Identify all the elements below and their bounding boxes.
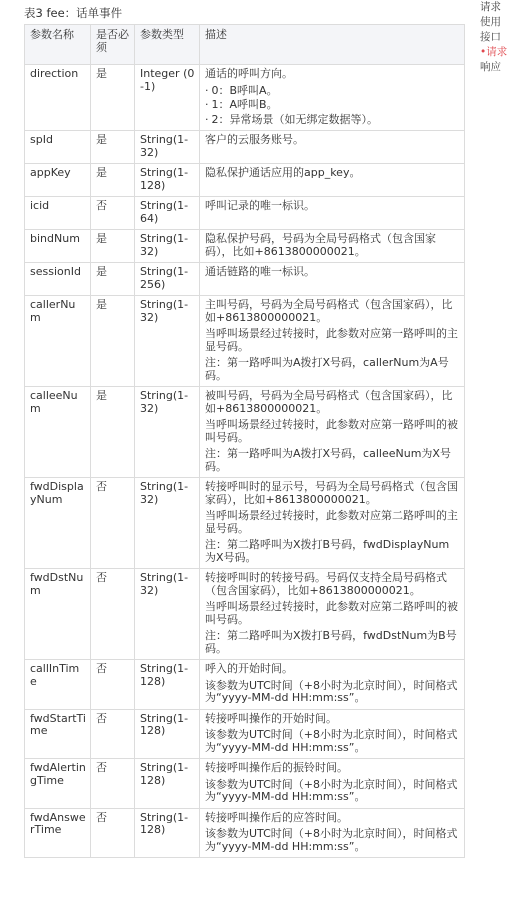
param-name-cell: fwdDstNum — [25, 569, 91, 660]
table-row — [25, 230, 465, 263]
param-type-cell: String(1-32) — [135, 569, 200, 660]
description-text: 客户的云服务账号。 — [205, 133, 304, 146]
param-name-cell: appKey — [25, 164, 91, 197]
table-row — [25, 709, 465, 759]
description-text: 当呼叫场景经过转接时，此参数对应第一路呼叫的被叫号码。 — [205, 418, 458, 444]
description-text: 转接呼叫操作的开始时间。 — [205, 711, 337, 725]
side-note-line — [480, 45, 520, 60]
required-cell: 否 — [91, 569, 135, 660]
table-caption: 表3 fee：话单事件 — [24, 6, 123, 20]
param-name-cell: callerNum — [25, 296, 91, 387]
description-text: 当呼叫场景经过转接时，此参数对应第二路呼叫的被叫号码。 — [205, 600, 458, 626]
description-cell — [200, 296, 465, 387]
description-text: 主叫号码，号码为全局号码格式（包含国家码），比如+8613800000021。 — [205, 298, 453, 324]
description-text: 通话链路的唯一标识。 — [205, 265, 315, 278]
table-header-row — [25, 25, 465, 65]
column-header-description: 描述 — [200, 25, 465, 65]
description-cell — [200, 387, 465, 478]
required-cell: 否 — [91, 759, 135, 809]
side-note-line: 请求 — [480, 1, 501, 13]
required-cell: 是 — [91, 65, 135, 131]
description-cell — [200, 263, 465, 296]
param-name-cell: direction — [25, 65, 91, 131]
description-text: 当呼叫场景经过转接时，此参数对应第一路呼叫的主显号码。 — [205, 327, 458, 353]
param-type-cell: String(1-32) — [135, 296, 200, 387]
description-text: 注：第一路呼叫为A拨打X号码，calleeNum为X号码。 — [205, 447, 451, 473]
description-text: 转接呼叫操作后的振铃时间。 — [205, 761, 348, 774]
description-cell — [200, 197, 465, 230]
side-note-text: 请求 — [486, 46, 508, 58]
param-type-cell: String(1-32) — [135, 478, 200, 569]
column-header-required: 是否必须 — [91, 25, 135, 65]
required-cell: 是 — [91, 131, 135, 164]
param-name-cell: icid — [25, 197, 91, 230]
description-text: 注：第二路呼叫为X拨打B号码，fwdDstNum为B号码。 — [205, 629, 457, 655]
table-body — [25, 65, 465, 858]
description-list-item: · 2：异常场景（如无绑定数据等）。 — [205, 114, 460, 127]
table-row — [25, 296, 465, 387]
description-list-item: · 0：B呼叫A。 — [205, 85, 460, 98]
param-type-cell: String(1-64) — [135, 197, 200, 230]
description-cell — [200, 808, 465, 858]
required-cell: 否 — [91, 197, 135, 230]
description-text: 转接呼叫操作后的应答时间。 — [205, 810, 348, 824]
description-cell — [200, 65, 465, 131]
column-header-param-name: 参数名称 — [25, 25, 91, 65]
description-text: 该参数为UTC时间（+8小时为北京时间），时间格式为“yyyy-MM-dd HH:mm:ss”。 — [205, 777, 458, 803]
description-cell — [200, 709, 465, 759]
table-row — [25, 263, 465, 296]
side-note — [480, 0, 520, 75]
param-name-cell: fwdStartTime — [25, 709, 91, 759]
required-cell: 是 — [91, 263, 135, 296]
description-text: 被叫号码，号码为全局号码格式（包含国家码），比如+8613800000021。 — [205, 389, 453, 415]
description-cell — [200, 759, 465, 809]
table-row — [25, 478, 465, 569]
bullet-icon: • — [480, 46, 487, 58]
side-note-line: 响应 — [480, 61, 501, 73]
description-text: 注：第二路呼叫为X拨打B号码，fwdDisplayNum为X号码。 — [205, 538, 450, 564]
param-name-cell: bindNum — [25, 230, 91, 263]
table-row — [25, 65, 465, 131]
description-text: 隐私保护通话应用的app_key。 — [205, 166, 361, 179]
required-cell: 是 — [91, 387, 135, 478]
param-type-cell: String(1-32) — [135, 230, 200, 263]
fee-event-table — [24, 24, 465, 858]
param-type-cell: String(1-128) — [135, 660, 200, 710]
param-type-cell: String(1-128) — [135, 759, 200, 809]
param-name-cell: spId — [25, 131, 91, 164]
param-name-cell: sessionId — [25, 263, 91, 296]
required-cell: 是 — [91, 164, 135, 197]
description-cell — [200, 230, 465, 263]
table-row — [25, 387, 465, 478]
side-note-line: 使用 — [480, 16, 501, 28]
description-cell — [200, 660, 465, 710]
param-type-cell: String(1-128) — [135, 164, 200, 197]
param-type-cell: String(1-128) — [135, 808, 200, 858]
description-cell — [200, 131, 465, 164]
required-cell: 是 — [91, 230, 135, 263]
param-name-cell: fwdAnswerTime — [25, 808, 91, 858]
param-name-cell: callInTime — [25, 660, 91, 710]
description-text: 呼叫记录的唯一标识。 — [205, 199, 315, 212]
description-text: 通话的呼叫方向。 — [205, 67, 293, 80]
description-text: 转接呼叫时的显示号，号码为全局号码格式（包含国家码），比如+8613800000021。 — [205, 480, 458, 506]
side-note-line: 接口 — [480, 31, 501, 43]
param-type-cell: Integer (0-1) — [135, 65, 200, 131]
param-type-cell: String(1-256) — [135, 263, 200, 296]
param-name-cell: fwdDisplayNum — [25, 478, 91, 569]
description-text: 该参数为UTC时间（+8小时为北京时间），时间格式为“yyyy-MM-dd HH:mm:ss”。 — [205, 728, 458, 754]
table-row — [25, 808, 465, 858]
param-name-cell: fwdAlertingTime — [25, 759, 91, 809]
description-text: 呼入的开始时间。 — [205, 662, 293, 675]
param-type-cell: String(1-32) — [135, 387, 200, 478]
param-name-cell: calleeNum — [25, 387, 91, 478]
description-text: 该参数为UTC时间（+8小时为北京时间），时间格式为“yyyy-MM-dd HH:mm:ss”。 — [205, 827, 458, 853]
description-list-item: · 1：A呼叫B。 — [205, 99, 460, 112]
required-cell: 否 — [91, 709, 135, 759]
table-row — [25, 660, 465, 710]
param-type-cell: String(1-32) — [135, 131, 200, 164]
description-text: 该参数为UTC时间（+8小时为北京时间），时间格式为“yyyy-MM-dd HH:mm:ss”。 — [205, 678, 458, 704]
param-type-cell: String(1-128) — [135, 709, 200, 759]
description-text: 转接呼叫时的转接号码。号码仅支持全局号码格式（包含国家码），比如+8613800000021。 — [205, 571, 447, 597]
description-cell — [200, 164, 465, 197]
required-cell: 是 — [91, 296, 135, 387]
table-row — [25, 197, 465, 230]
required-cell: 否 — [91, 478, 135, 569]
description-cell — [200, 569, 465, 660]
required-cell: 否 — [91, 808, 135, 858]
table-row — [25, 164, 465, 197]
description-text: 当呼叫场景经过转接时，此参数对应第二路呼叫的主显号码。 — [205, 509, 458, 535]
description-text: 注：第一路呼叫为A拨打X号码，callerNum为A号码。 — [205, 356, 449, 382]
table-row — [25, 759, 465, 809]
table-row — [25, 131, 465, 164]
description-cell — [200, 478, 465, 569]
description-text: 隐私保护号码，号码为全局号码格式（包含国家码），比如+8613800000021。 — [205, 232, 436, 258]
table-row — [25, 569, 465, 660]
required-cell: 否 — [91, 660, 135, 710]
column-header-param-type: 参数类型 — [135, 25, 200, 65]
